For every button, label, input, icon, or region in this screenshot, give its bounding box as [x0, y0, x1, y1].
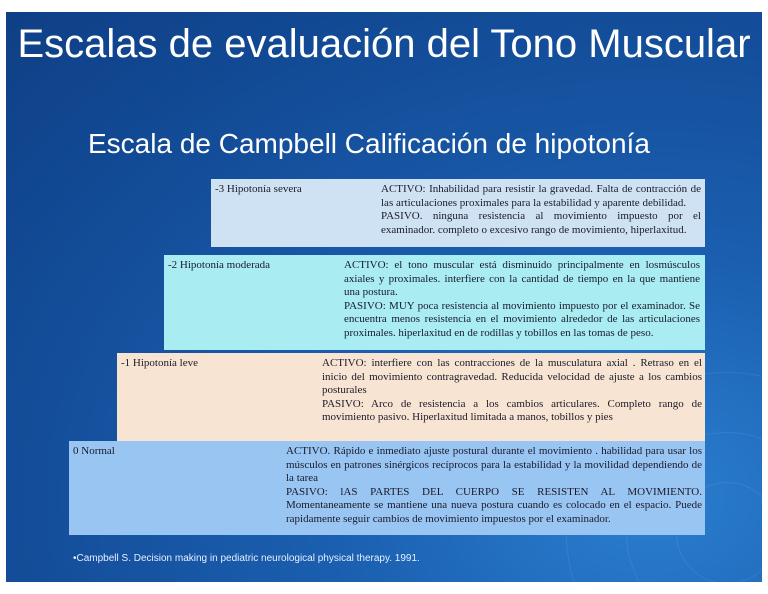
- level-description: [286, 445, 702, 526]
- level-label: -2 Hipotonía moderada: [168, 259, 271, 271]
- slide: [6, 12, 762, 582]
- scale-row-moderate: [164, 255, 705, 350]
- scale-row-mild: [117, 353, 705, 441]
- level-label: -3 Hipotonía severa: [215, 183, 302, 195]
- active-description: ACTIVO: interfiere con las contracciones de la musculatura axial . Retraso en el inicio del movimiento contragravedad. Reducida velocidad de ajuste a los cambios posturales: [322, 357, 702, 396]
- active-description: ACTIVO. Rápido e inmediato ajuste postural durante el movimiento . habilidad para usar los músculos en patrones sinérgicos recíprocos para la estabilidad y la movilidad dependiendo de la tarea: [286, 445, 702, 484]
- scale-row-severe: [211, 179, 705, 247]
- level-description: [344, 259, 700, 340]
- level-label: 0 Normal: [73, 445, 115, 457]
- slide-title: Escalas de evaluación del Tono Muscular: [17, 22, 751, 66]
- scale-row-normal: [69, 441, 705, 535]
- passive-description: PASIVO: Arco de resistencia a los cambios articulares. Completo rango de movimiento pasivo. Hiperlaxitud limitada a manos, tobillos y pies: [322, 397, 702, 423]
- citation-footnote: •Campbell S. Decision making in pediatric neurological physical therapy. 1991.: [73, 553, 420, 564]
- passive-description: PASIVO: MUY poca resistencia al movimiento impuesto por el examinador. Se encuentra menos resistencia en el movimiento alrededor de las articulaciones proximales. hiperlaxitud en de rodillas y tobillos en las tomas de peso.: [344, 299, 700, 339]
- active-description: ACTIVO: el tono muscular está disminuido principalmente en losmúsculos axiales y proximales. interfiere con la cantidad de tiempo en la que mantiene una postura.: [344, 259, 700, 298]
- passive-description: PASIVO. ninguna resistencia al movimiento impuesto por el examinador. completo o excesivo rango de movimiento, hiperlaxitud.: [381, 210, 701, 236]
- active-description: ACTIVO: Inhabilidad para resistir la gravedad. Falta de contracción de las articulaciones proximales para la estabilidad y aparente debilidad.: [381, 183, 701, 209]
- slide-subtitle: Escala de Campbell Calificación de hipotonía: [88, 128, 650, 159]
- level-label: -1 Hipotonía leve: [121, 357, 198, 369]
- level-description: [322, 357, 702, 425]
- passive-description: PASIVO: lAS PARTES DEL CUERPO SE RESISTEN AL MOVIMIENTO. Momentaneamente se mantiene una nueva postura cuando es colocado en el espacio. Puede rapidamente seguir cambios de movimiento impuestos por el examinador.: [286, 485, 702, 525]
- level-description: [381, 183, 701, 237]
